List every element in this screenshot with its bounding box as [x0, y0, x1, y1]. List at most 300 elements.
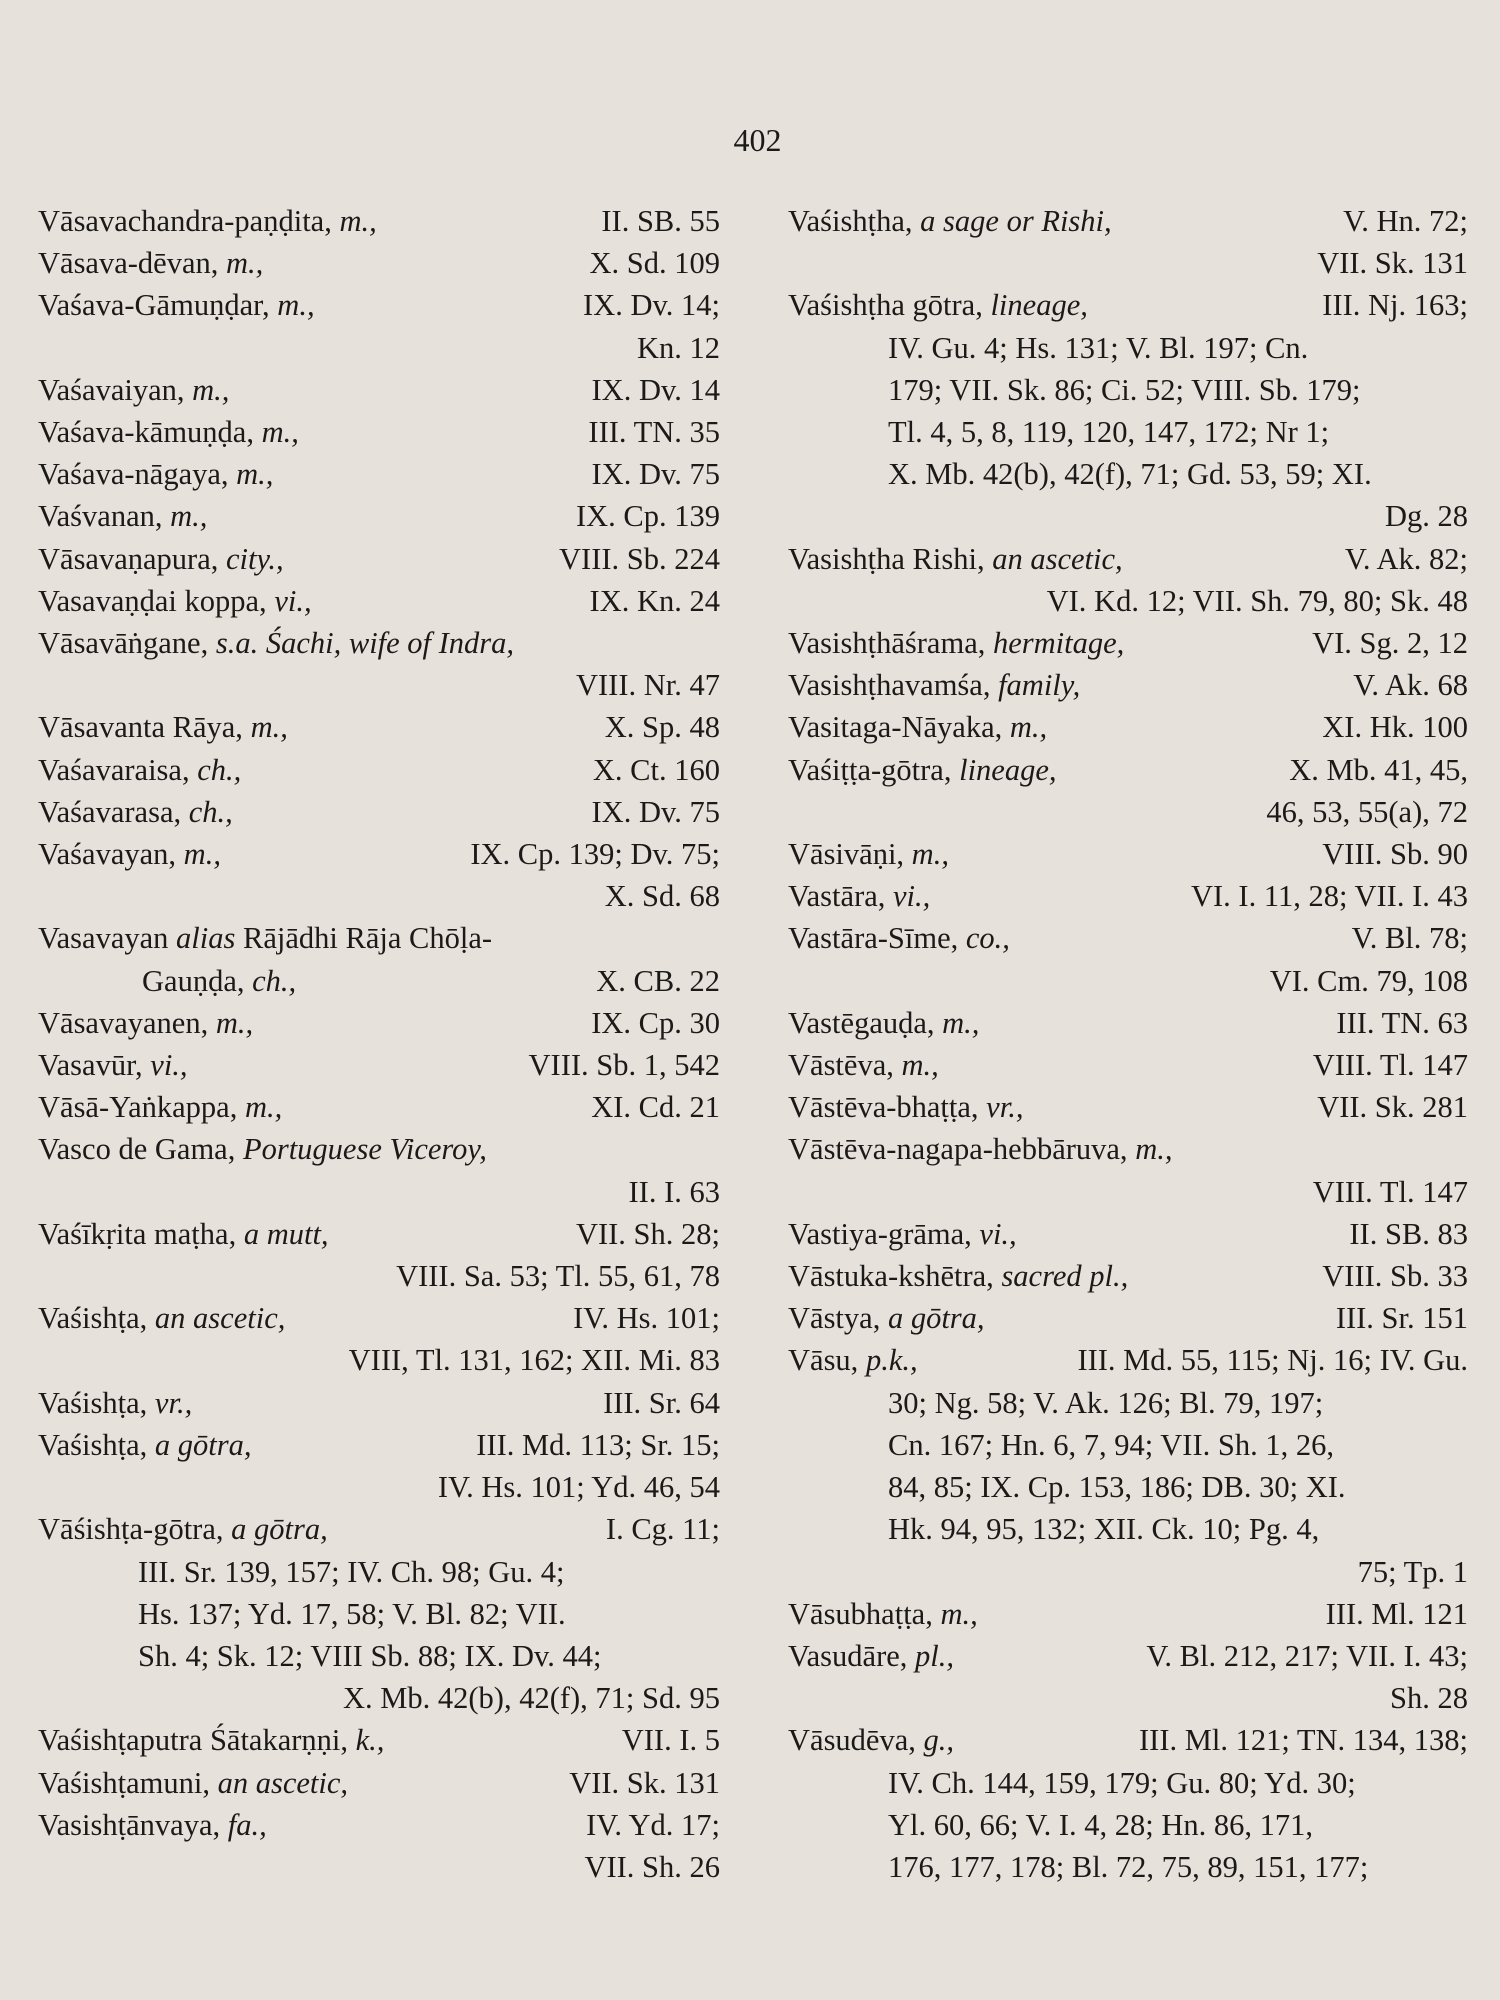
entry-head — [788, 1255, 1128, 1297]
entry-head — [38, 1762, 348, 1804]
entry-reference: VIII. Sb. 224 — [559, 541, 720, 576]
headword-text: Vastāra, — [788, 879, 886, 914]
entry-reference: VII. I. 5 — [621, 1723, 720, 1758]
entry-description: Portuguese Viceroy, — [242, 1132, 487, 1167]
entry-head — [38, 1044, 188, 1086]
index-entry — [788, 538, 1468, 622]
headword-text: Vāsavayanen, — [38, 1005, 209, 1040]
entry-head — [788, 706, 1047, 748]
headword-text: Vaśishṭha, — [788, 204, 913, 238]
reference-continuation: X. Sd. 68 — [604, 879, 720, 914]
entry-reference: V. Ak. 82; — [1344, 541, 1468, 576]
entry-reference: VIII. Sb. 33 — [1322, 1259, 1468, 1294]
headword-text: Vasavayan — [38, 921, 169, 956]
entry-head — [788, 664, 1080, 706]
entry-description: family, — [998, 668, 1081, 703]
entry-head — [38, 1719, 384, 1761]
headword-text: Vāsavaṇapura, — [38, 541, 219, 576]
reference-continuation: VI. Kd. 12; VII. Sh. 79, 80; Sk. 48 — [1046, 583, 1468, 618]
entry-reference: VI. Sg. 2, 12 — [1312, 626, 1468, 661]
entry-description: m., — [244, 1090, 283, 1125]
entry-line — [788, 706, 1468, 748]
index-entry — [788, 1635, 1468, 1719]
entry-description: ch., — [197, 752, 242, 787]
reference-continuation: Kn. 12 — [636, 330, 720, 365]
entry-description: pl., — [915, 1638, 955, 1673]
entry-line — [38, 917, 720, 959]
entry-reference: IX. Dv. 75 — [591, 457, 720, 492]
entry-reference: V. Bl. 78; — [1351, 921, 1468, 956]
entry-head — [38, 495, 207, 537]
index-entry — [788, 1044, 1468, 1086]
index-entry — [788, 917, 1468, 1001]
index-entry — [38, 917, 720, 959]
index-entry — [788, 1086, 1468, 1128]
entry-description: a mutt, — [243, 1216, 329, 1251]
entry-reference: III. Ml. 121 — [1325, 1596, 1468, 1631]
entry-head — [788, 917, 1010, 959]
entry-line — [38, 411, 720, 453]
entry-line — [788, 1719, 1468, 1761]
headword-text: Vasishṭhāśrama, — [788, 626, 986, 661]
headword-text: Vasishṭha Rishi, — [788, 541, 985, 576]
reference-continuation: IV. Gu. 4; Hs. 131; V. Bl. 197; Cn. — [888, 330, 1309, 365]
entry-line — [38, 1424, 720, 1466]
index-entry — [38, 1044, 720, 1086]
index-entry — [38, 622, 720, 706]
entry-head — [788, 622, 1124, 664]
entry-line — [38, 622, 720, 664]
entry-description: m., — [339, 204, 377, 238]
entry-line — [38, 495, 720, 537]
headword-text: Vaśiṭṭa-gōtra, — [788, 752, 952, 787]
reference-continuation: VIII. Nr. 47 — [576, 668, 720, 703]
index-entry — [788, 1297, 1468, 1339]
entry-description: m., — [942, 1005, 980, 1040]
index-entry — [38, 1213, 720, 1297]
entry-reference: VIII. Sb. 1, 542 — [528, 1048, 720, 1083]
headword-text: Vasavūr, — [38, 1048, 143, 1083]
entry-head — [788, 833, 949, 875]
index-entry — [788, 1719, 1468, 1888]
entry-line — [38, 791, 720, 833]
reference-continuation: X. Mb. 42(b), 42(f), 71; Gd. 53, 59; XI. — [888, 457, 1372, 492]
headword-text: Vāstēva-nagapa-hebbāruva, — [788, 1132, 1128, 1167]
reference-continuation: Tl. 4, 5, 8, 119, 120, 147, 172; Nr 1; — [888, 415, 1330, 450]
headword-text: Vastāra-Sīme, — [788, 921, 959, 956]
entry-description: hermitage, — [992, 626, 1125, 661]
entry-head — [38, 200, 377, 242]
reference-continuation: VII. Sh. 26 — [584, 1849, 720, 1884]
entry-reference: IX. Cp. 139; Dv. 75; — [470, 837, 720, 872]
headword-text: Vaśavaiyan, — [38, 372, 185, 407]
entry-description: s.a. Śachi, wife of Indra, — [215, 626, 515, 661]
entry-line — [38, 284, 720, 326]
index-entry — [788, 1213, 1468, 1255]
entry-description: m., — [1135, 1132, 1173, 1167]
entry-reference: VII. Sh. 28; — [575, 1216, 720, 1251]
entry-reference: III. TN. 35 — [588, 415, 720, 450]
entry-line — [788, 1128, 1468, 1170]
reference-continuation: VIII, Tl. 131, 162; XII. Mi. 83 — [348, 1343, 720, 1378]
entry-head — [38, 749, 241, 791]
index-entry — [788, 1593, 1468, 1635]
entry-reference: III. Sr. 64 — [603, 1385, 720, 1420]
headword-text: Vaśīkṛita maṭha, — [38, 1216, 237, 1251]
headword-text: Vāsivāṇi, — [788, 837, 905, 872]
entry-description: vi., — [979, 1216, 1017, 1251]
index-entry — [38, 1297, 720, 1381]
entry-head — [38, 1508, 328, 1550]
entry-head — [38, 284, 315, 326]
entry-reference: X. CB. 22 — [596, 963, 720, 998]
index-entry — [788, 284, 1468, 537]
entry-line — [38, 1804, 720, 1846]
entry-line — [788, 622, 1468, 664]
entry-reference: IX. Dv. 14 — [591, 372, 720, 407]
entry-reference: X. Ct. 160 — [592, 752, 720, 787]
entry-line — [788, 1339, 1468, 1381]
entry-reference: IX. Kn. 24 — [589, 583, 720, 618]
index-entry — [788, 200, 1468, 284]
right-index-column — [788, 200, 1468, 1888]
entry-line — [38, 1762, 720, 1804]
index-entry — [38, 580, 720, 622]
entry-line — [38, 1128, 720, 1170]
entry-reference: IV. Hs. 101; — [573, 1301, 720, 1336]
entry-reference: X. Sp. 48 — [604, 710, 720, 745]
headword-text: Vāstēva-bhaṭṭa, — [788, 1090, 979, 1125]
entry-reference: X. Sd. 109 — [589, 246, 720, 281]
headword-text: Vaśava-kāmuṇḍa, — [38, 415, 254, 450]
headword-text: Vāsava-dēvan, — [38, 246, 219, 281]
reference-continuation: 84, 85; IX. Cp. 153, 186; DB. 30; XI. — [888, 1470, 1346, 1505]
entry-line — [38, 749, 720, 791]
entry-description: lineage, — [959, 752, 1057, 787]
headword-text: Vāstya, — [788, 1301, 881, 1336]
entry-description: alias — [176, 921, 236, 956]
entry-line — [788, 1086, 1468, 1128]
entry-reference: XI. Hk. 100 — [1322, 710, 1468, 745]
entry-head — [38, 706, 288, 748]
headword-text: Vaśishṭa, — [38, 1427, 148, 1462]
entry-reference: IX. Dv. 75 — [591, 794, 720, 829]
entry-line — [788, 875, 1468, 917]
entry-reference: III. Md. 113; Sr. 15; — [476, 1427, 720, 1462]
entry-reference: IX. Dv. 14; — [583, 288, 720, 323]
entry-head — [38, 1382, 192, 1424]
index-entry — [38, 960, 720, 1002]
entry-description: m., — [940, 1596, 978, 1631]
entry-description: m., — [277, 288, 315, 323]
entry-head — [788, 749, 1057, 791]
entry-description: a sage or Rishi, — [920, 204, 1112, 238]
index-entry — [38, 1508, 720, 1719]
entry-head — [38, 453, 273, 495]
entry-head — [788, 1339, 918, 1381]
headword-text: Vasudāre, — [788, 1638, 908, 1673]
entry-head — [38, 1086, 282, 1128]
entry-line — [38, 369, 720, 411]
entry-head — [38, 917, 492, 959]
entry-description: lineage, — [990, 288, 1088, 323]
headword-text: Vaśishṭaputra Śātakarṇṇi, — [38, 1723, 349, 1758]
entry-reference: III. TN. 63 — [1336, 1005, 1468, 1040]
reference-continuation: VI. Cm. 79, 108 — [1269, 963, 1468, 998]
index-entry — [38, 749, 720, 791]
entry-description: m., — [215, 1005, 254, 1040]
headword-text: Vasishṭhavamśa, — [788, 668, 991, 703]
entry-reference: IX. Cp. 30 — [591, 1005, 720, 1040]
headword-text: Vasitaga-Nāyaka, — [788, 710, 1003, 745]
entry-description: m., — [911, 837, 949, 872]
reference-continuation: IV. Hs. 101; Yd. 46, 54 — [437, 1470, 720, 1505]
entry-description: vi., — [893, 879, 931, 914]
entry-line — [788, 1297, 1468, 1339]
entry-head — [38, 242, 263, 284]
entry-line — [38, 1213, 720, 1255]
entry-description: ch., — [188, 794, 233, 829]
headword-text: Vāsavachandra-paṇḍita, — [38, 204, 332, 238]
reference-continuation: Hs. 137; Yd. 17, 58; V. Bl. 82; VII. — [138, 1596, 566, 1631]
reference-continuation: 176, 177, 178; Bl. 72, 75, 89, 151, 177; — [888, 1849, 1369, 1884]
reference-continuation: 46, 53, 55(a), 72 — [1266, 794, 1468, 829]
reference-continuation: 179; VII. Sk. 86; Ci. 52; VIII. Sb. 179; — [888, 372, 1361, 407]
headword-text: Vaśishṭamuni, — [38, 1765, 210, 1800]
headword-text: Vaśishṭa, — [38, 1301, 148, 1336]
entry-reference: II. SB. 55 — [601, 204, 720, 238]
entry-description: m., — [1009, 710, 1048, 745]
entry-line — [38, 453, 720, 495]
headword-text: Vāsavanta Rāya, — [38, 710, 243, 745]
headword-text: Vasco de Gama, — [38, 1132, 236, 1167]
entry-line — [38, 1002, 720, 1044]
headword-text-continued: Rājādhi Rāja Chōḷa- — [243, 921, 493, 956]
index-entry — [788, 833, 1468, 875]
index-entry — [788, 706, 1468, 748]
index-entry — [38, 1804, 720, 1888]
entry-line — [788, 749, 1468, 791]
page-number: 402 — [733, 122, 782, 158]
entry-head — [788, 1128, 1172, 1170]
reference-continuation: Dg. 28 — [1384, 499, 1468, 534]
entry-description: vr., — [986, 1090, 1024, 1125]
headword-text: Vaśava-Gāmuṇḍar, — [38, 288, 270, 323]
entry-line — [788, 1255, 1468, 1297]
headword-text: Vasishṭānvaya, — [38, 1807, 221, 1842]
entry-head — [38, 538, 284, 580]
entry-description: m., — [250, 710, 288, 745]
index-entry — [788, 1002, 1468, 1044]
entry-reference: VIII. Tl. 147 — [1312, 1048, 1468, 1083]
index-entry — [38, 706, 720, 748]
entry-reference: VIII. Sb. 90 — [1322, 837, 1468, 872]
entry-reference: IV. Yd. 17; — [586, 1807, 720, 1842]
entry-reference: III. Ml. 121; TN. 134, 138; — [1139, 1723, 1468, 1758]
entry-head — [38, 580, 312, 622]
entry-description: m., — [183, 837, 221, 872]
entry-reference: XI. Cd. 21 — [591, 1090, 720, 1125]
index-entry — [38, 411, 720, 453]
index-entry — [788, 749, 1468, 833]
index-entry — [788, 1339, 1468, 1592]
entry-line — [788, 664, 1468, 706]
entry-line — [38, 833, 720, 875]
entry-head — [38, 960, 296, 1002]
entry-description: vi., — [274, 583, 312, 618]
entry-reference: IX. Cp. 139 — [575, 499, 720, 534]
entry-line — [788, 284, 1468, 326]
entry-description: co., — [965, 921, 1010, 956]
entry-head — [38, 1424, 252, 1466]
reference-continuation: VII. Sk. 131 — [1317, 246, 1468, 281]
entry-head — [38, 1213, 329, 1255]
entry-description: m., — [261, 415, 299, 450]
index-entry — [38, 495, 720, 537]
entry-reference: V. Hn. 72; — [1343, 204, 1468, 238]
entry-reference: VI. I. 11, 28; VII. I. 43 — [1190, 879, 1468, 914]
entry-description: m., — [170, 499, 208, 534]
index-entry — [788, 622, 1468, 664]
entry-description: fa., — [227, 1807, 267, 1842]
entry-line — [788, 1044, 1468, 1086]
entry-description: sacred pl., — [1001, 1259, 1129, 1294]
entry-head — [788, 1593, 978, 1635]
entry-reference: X. Mb. 41, 45, — [1289, 752, 1468, 787]
entry-head — [38, 1002, 253, 1044]
entry-line — [788, 1593, 1468, 1635]
entry-description: an ascetic, — [217, 1765, 349, 1800]
reference-continuation: VIII. Tl. 147 — [1312, 1174, 1468, 1209]
headword-text: Vāsubhaṭṭa, — [788, 1596, 933, 1631]
entry-line — [788, 538, 1468, 580]
headword-text: Gauṇḍa, — [142, 963, 245, 998]
reference-continuation: Sh. 28 — [1390, 1681, 1468, 1716]
index-entry — [38, 1128, 720, 1212]
entry-head — [38, 369, 229, 411]
entry-head — [38, 833, 221, 875]
entry-description: an ascetic, — [154, 1301, 286, 1336]
index-entry — [788, 1255, 1468, 1297]
headword-text: Vaśishṭa, — [38, 1385, 148, 1420]
headword-text: Vaśvanan, — [38, 499, 163, 534]
headword-text: Vaśavaraisa, — [38, 752, 190, 787]
entry-line — [788, 1213, 1468, 1255]
entry-line — [788, 1002, 1468, 1044]
reference-continuation: IV. Ch. 144, 159, 179; Gu. 80; Yd. 30; — [888, 1765, 1356, 1800]
entry-reference: III. Nj. 163; — [1322, 288, 1468, 323]
entry-line — [788, 1635, 1468, 1677]
index-entry — [38, 1086, 720, 1128]
entry-head — [788, 200, 1112, 242]
reference-continuation: X. Mb. 42(b), 42(f), 71; Sd. 95 — [343, 1681, 720, 1716]
entry-head — [38, 622, 514, 664]
entry-head — [38, 411, 299, 453]
entry-line — [38, 706, 720, 748]
entry-description: k., — [355, 1723, 385, 1758]
entry-line — [38, 1382, 720, 1424]
entry-description: p.k., — [865, 1343, 918, 1378]
reference-continuation: Hk. 94, 95, 132; XII. Ck. 10; Pg. 4, — [888, 1512, 1320, 1547]
index-entry — [38, 1424, 720, 1508]
entry-reference: III. Md. 55, 115; Nj. 16; IV. Gu. — [1077, 1343, 1468, 1378]
reference-continuation: 75; Tp. 1 — [1357, 1554, 1468, 1589]
entry-head — [788, 875, 930, 917]
entry-description: city., — [226, 541, 284, 576]
entry-description: an ascetic, — [992, 541, 1123, 576]
entry-head — [788, 1635, 954, 1677]
headword-text: Vaśavayan, — [38, 837, 177, 872]
headword-text: Vasavaṇḍai koppa, — [38, 583, 267, 618]
reference-continuation: Yl. 60, 66; V. I. 4, 28; Hn. 86, 171, — [888, 1807, 1314, 1842]
entry-head — [788, 1002, 979, 1044]
entry-reference: V. Bl. 212, 217; VII. I. 43; — [1146, 1638, 1468, 1673]
entry-line — [38, 1044, 720, 1086]
entry-description: ch., — [252, 963, 297, 998]
headword-text: Vāsudēva, — [788, 1723, 916, 1758]
reference-continuation: II. I. 63 — [628, 1174, 720, 1209]
index-entry — [38, 242, 720, 284]
entry-line — [788, 917, 1468, 959]
entry-line — [788, 200, 1468, 242]
headword-text: Vāśishṭa-gōtra, — [38, 1512, 224, 1547]
entry-description: m., — [192, 372, 230, 407]
entry-line — [38, 580, 720, 622]
index-entry — [788, 664, 1468, 706]
entry-reference: III. Sr. 151 — [1335, 1301, 1468, 1336]
entry-head — [788, 1044, 939, 1086]
entry-head — [788, 1213, 1017, 1255]
reference-continuation: III. Sr. 139, 157; IV. Ch. 98; Gu. 4; — [138, 1554, 565, 1589]
entry-head — [788, 1086, 1023, 1128]
reference-continuation: 30; Ng. 58; V. Ak. 126; Bl. 79, 197; — [888, 1385, 1324, 1420]
entry-reference: VII. Sk. 131 — [569, 1765, 720, 1800]
entry-head — [38, 1128, 487, 1170]
index-entry — [38, 369, 720, 411]
index-entry — [38, 833, 720, 917]
index-entry — [38, 538, 720, 580]
index-entry — [788, 875, 1468, 917]
entry-head — [788, 1719, 954, 1761]
headword-text: Vastēgauḍa, — [788, 1005, 935, 1040]
entry-description: a gōtra, — [154, 1427, 252, 1462]
reference-continuation: VIII. Sa. 53; Tl. 55, 61, 78 — [396, 1259, 720, 1294]
reference-continuation: Sh. 4; Sk. 12; VIII Sb. 88; IX. Dv. 44; — [138, 1638, 602, 1673]
entry-head — [788, 284, 1088, 326]
entry-head — [38, 1297, 285, 1339]
index-entry — [788, 1128, 1468, 1212]
entry-line — [38, 960, 720, 1002]
entry-line — [788, 833, 1468, 875]
index-entry — [38, 1762, 720, 1804]
index-entry — [38, 1002, 720, 1044]
index-entry — [38, 200, 720, 242]
headword-text: Vaśavarasa, — [38, 794, 182, 829]
entry-head — [788, 538, 1123, 580]
entry-reference: VII. Sk. 281 — [1317, 1090, 1468, 1125]
entry-description: m., — [901, 1048, 939, 1083]
entry-description: m., — [226, 246, 264, 281]
entry-head — [788, 1297, 985, 1339]
entry-head — [38, 1804, 267, 1846]
reference-continuation: Cn. 167; Hn. 6, 7, 94; VII. Sh. 1, 26, — [888, 1427, 1334, 1462]
headword-text: Vāsā-Yaṅkappa, — [38, 1090, 238, 1125]
entry-description: vi., — [150, 1048, 188, 1083]
entry-description: a gōtra, — [231, 1512, 328, 1547]
index-entry — [38, 453, 720, 495]
headword-text: Vāstuka-kshētra, — [788, 1259, 994, 1294]
entry-description: g., — [923, 1723, 955, 1758]
